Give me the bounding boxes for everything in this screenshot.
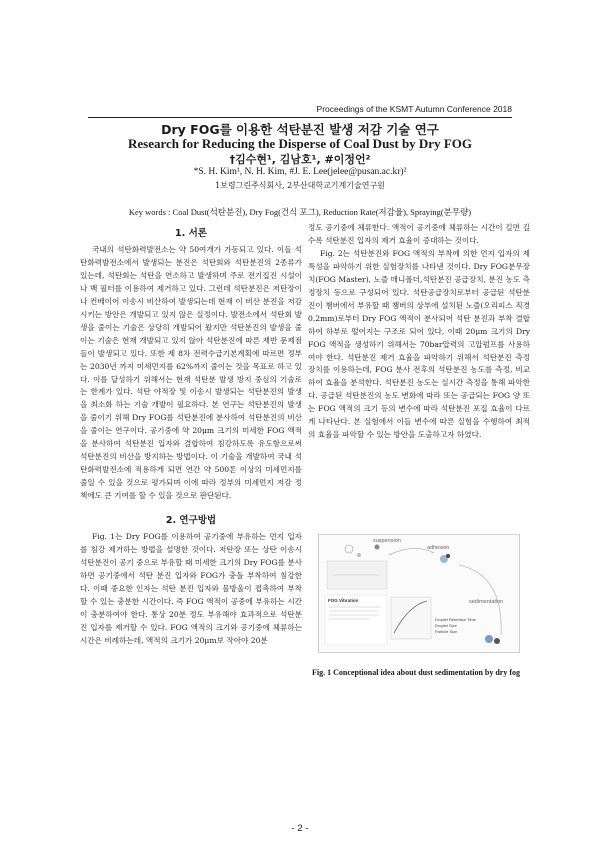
figure-1-caption: Fig. 1 Conceptional idea about dust sedimentation by dry fog <box>312 668 521 677</box>
authors-english: *S. H. Kim¹, N. H. Kim, #J. E. Lee(jelee@pusan.ac.kr)² <box>193 167 407 177</box>
droplet-icon <box>357 553 361 557</box>
particle-icon <box>375 545 380 550</box>
particle-icon <box>345 545 353 553</box>
label-adhesion: adhesion <box>427 545 450 551</box>
fog-vibration-title: FOG Vibration <box>328 598 359 603</box>
legend-item: Droplet Size <box>435 623 457 628</box>
label-suspension: suspension <box>373 538 401 544</box>
label-sedimentation: sedimentation <box>469 599 504 605</box>
page-number: - 2 - <box>291 823 309 834</box>
inset-graph <box>391 597 431 639</box>
keywords: Key words : Coal Dust(석탄분진), Dry Fog(건식 포그), Reduction Rate(저감율), Spraying(분무량) <box>128 207 472 217</box>
section-title-methods: 2. 연구방법 <box>165 515 217 527</box>
particle-icon <box>446 554 450 558</box>
figure-1 <box>318 534 520 653</box>
right-paragraph-fig2: Fig. 2는 석탄분진와 FOG 액적의 부착에 의한 먼지 입자의 제 특성을 파악하기 위한 실험장치를 나타낸 것이다. Dry FOG분무장치(FOG Master), 노즐 매니폴더,석탄분진 공급장치, 분진 농도 측정장치 등으로 구성되어 있다. 석탄공급장치로부터 공급된 석탄분진이 챔버에서 부유할 때 챔버의 상부에 설치된 노즐(오리피스 직경 0.2mm)로부터 Dry FOG 액적이 분사되어 석탄 분진과 부착 결합하여 하부로 떨어지는 구조로 되어 있다, 이때 20μm 크기의 Dry FOG 액적을 생성하기 위해서는 70bar압력의 고압펌프를 사용하여야 한다. 석탄분진 제거 효율을 파악하기 위해서 석탄분진 측정 장치를 이용하는데, FOG 분사 전후의 석탄분진 농도를 측정, 비교하여 효율을 분석한다. 석탄분진 농도는 실시간 측정을 통해 파악한다. 공급된 석탄분진의 농도 변화에 따라 또는 공급되는 FOG 양 또는 FOG 액적의 크기 등의 변수에 따라 석탄분진 포집 효율이 다르게 나타난다. 본 실험에서 이들 변수에 따른 실험을 수행하여 최적의 효율을 파악할 수 있는 방안을 도출하고자 하였다. <box>308 248 530 440</box>
right-paragraph-continuation: 정도 공기중에 체류한다. 액적이 공기중에 체류하는 시간이 길면 길수록 석탄분진 입자의 제거 효율이 증대하는 것이다. <box>308 223 530 245</box>
legend-item: Particle Size <box>435 629 458 634</box>
left-column <box>80 226 302 648</box>
particle-icon <box>494 638 500 644</box>
affiliation: 1보령그린주식회사, 2부산대학교기계기술연구원 <box>215 181 385 190</box>
droplet-icon <box>485 635 493 643</box>
intro-paragraph: 국내의 석탄화력발전소는 약 50여개가 가동되고 있다. 이들 석탄화력발전소에서 발생되는 분진은 석탄회와 석탄분진의 2종류가 있는데, 석탄회는 석탄을 연소하고 발생하며 주로 전기집진 시설이나 백 필터를 이용하여 제거하고 있다. 그런데 석탄분진은 저탄장이나 컨베이어 이송시 비산하여 발생되는데 현재 이 비산 분진을 저감시키는 방안은 개발되고 있지 않은 실정이다. 발전소에서 석탄회 발생을 줄이는 기술은 상당히 개발되어 왔지만 석탄분진의 발생을 줄이는 기술은 현재 개발되고 있지 않아 석탄분진에 따른 제반 문제점들이 발생되고 있다. 또한 제 8차 전력수급기본계획에 따르면 정부는 2030년 까지 미세먼지를 62%까지 줄이는 것을 목표로 하고 있다. 이를 달성하기 위해서는 현재 석탄분 발생 방지 중심의 기술로는 한계가 있다. 석탄 야적장 및 이송시 발생되는 석탄분진의 발생을 최소화 하는 기술 개발이 필요하다. 본 연구는 석탄분진의 발생을 줄이기 위해 Dry FOG를 석탄분진에 분사하여 석탄분진의 비산을 줄이는 연구이다. 공기중에 약 20μm 크기의 미세한 FOG 액적을 분사하여 석탄분진 입자와 결합하여 침강하도록 유도함으로써 석탄분진의 비산을 방지하는 방법이다. 이 기술을 개발하여 국내 석탄화력발전소에 적용하게 되면 연간 약 500톤 이상의 미세먼지를 줄일 수 있을 것으로 평가되며 이에 따라 정부의 미세먼지 저감 정책에도 큰 기여를 할 수 있을 것으로 판단된다. <box>80 245 302 501</box>
legend-item: Droplet Retention Time <box>435 617 476 622</box>
right-column <box>308 222 530 442</box>
methods-paragraph: Fig. 1는 Dry FOG를 이용하여 공기중에 부유하는 먼지 입자를 침강 제거하는 방법을 설명한 것이다. 저탄장 또는 상탄 이송시 석탄분진이 공기 중으로 부유할 때 미세한 크기의 Dry FOG를 분사하면 공기중에서 석탄 분진 입자와 FOG가 충돌 부착하여 침강한다. 이때 중요한 인자는 석탄 분진 입자와 물방울이 접촉하여 부착할 수 있는 충분한 시간이다. 즉 FOG 액적이 공중에 부유하는 시간이 충분하여야 한다. 통상 20분 정도 부유해야 효과적으로 석탄분진 입자를 제거할 수 있다. FOG 액적의 크기와 공기중에 체류하는 시간은 비례하는데, 액적의 크기가 20μm보 작아야 20분 <box>80 532 303 645</box>
title-english: Research for Reducing the Disperse of Coal Dust by Dry FOG <box>128 136 472 151</box>
section-title-intro: 1. 서론 <box>175 228 207 239</box>
running-head: Proceedings of the KSMT Autumn Conference 2018 <box>316 104 512 114</box>
header-rule <box>88 117 512 118</box>
authors-korean: †김수현¹, 김남호¹, #이정언² <box>229 153 371 166</box>
figure-1-illustration <box>319 535 519 652</box>
title-korean: Dry FOG를 이용한 석탄분진 발생 저감 기술 연구 <box>161 122 439 137</box>
